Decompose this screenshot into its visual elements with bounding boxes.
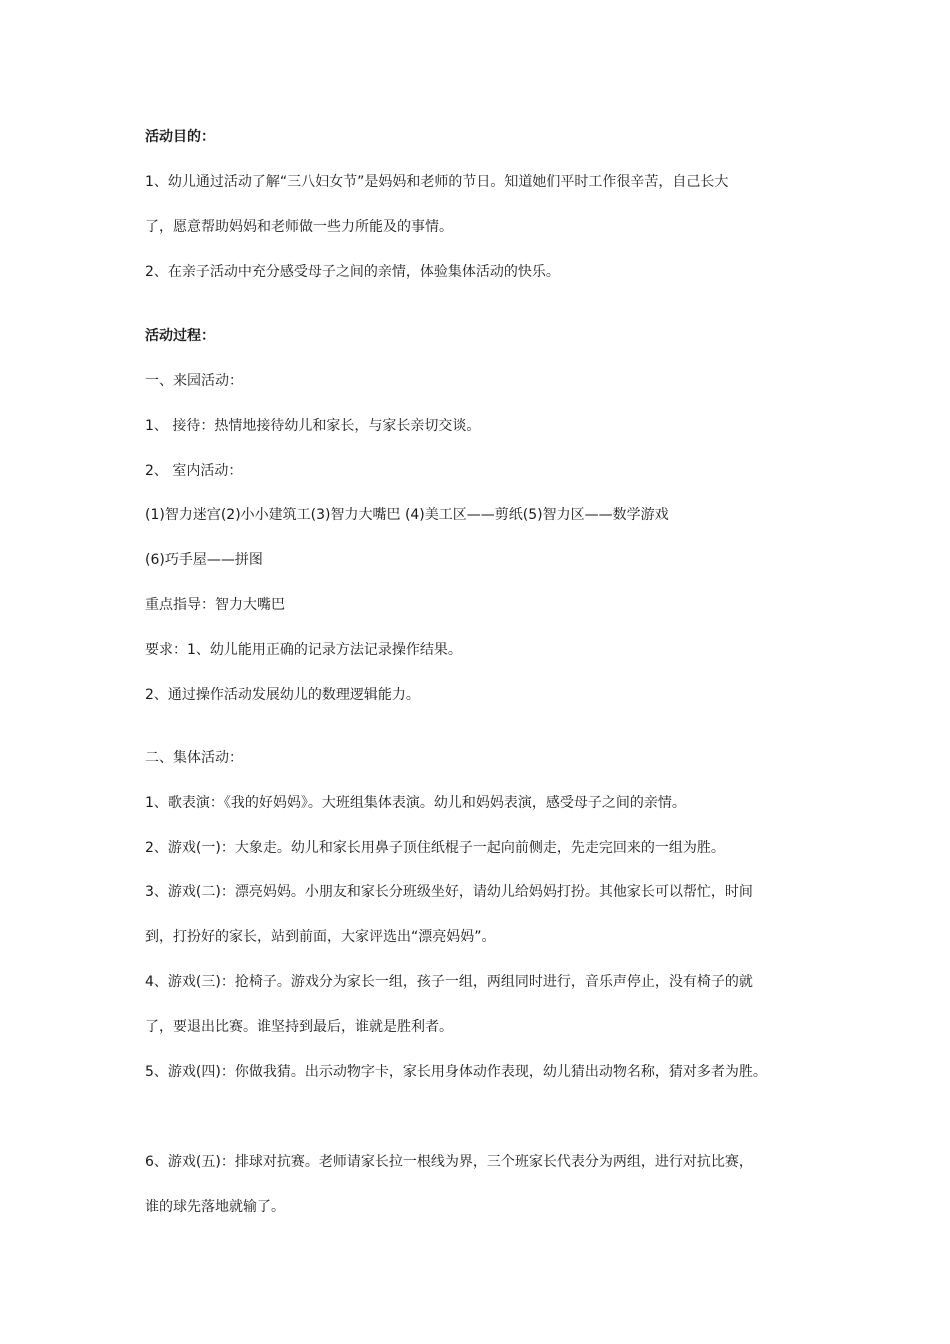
requirement-2: 2、通过操作活动发展幼儿的数理逻辑能力。 — [145, 687, 420, 703]
focus-guidance: 重点指导：智力大嘴巴 — [145, 597, 285, 613]
heading-activity-process: 活动过程： — [145, 328, 215, 344]
group-activity-3-line-2: 到，打扮好的家长，站到前面，大家评选出“漂亮妈妈”。 — [145, 929, 496, 945]
part-2-title: 二、集体活动： — [145, 750, 243, 766]
purpose-item-1-line-2: 了，愿意帮助妈妈和老师做一些力所能及的事情。 — [145, 219, 453, 235]
group-activity-4-line-1: 4、游戏(三)：抢椅子。游戏分为家长一组，孩子一组，两组同时进行，音乐声停止，没有椅子的就 — [145, 974, 753, 990]
group-activity-5: 5、游戏(四)：你做我猜。出示动物字卡，家长用身体动作表现，幼儿猜出动物名称，猜对多者为胜。 — [145, 1064, 767, 1080]
group-activity-6-line-1: 6、游戏(五)：排球对抗赛。老师请家长拉一根线为界，三个班家长代表分为两组，进行对抗比赛， — [145, 1154, 753, 1170]
part-1-title: 一、来园活动： — [145, 373, 243, 389]
indoor-areas-line-2: (6)巧手屋——拼图 — [145, 552, 263, 568]
purpose-item-1-line-1: 1、幼儿通过活动了解“三八妇女节”是妈妈和老师的节日。知道她们平时工作很辛苦，自己长大 — [145, 174, 729, 190]
group-activity-3-line-1: 3、游戏(二)：漂亮妈妈。小朋友和家长分班级坐好，请幼儿给妈妈打扮。其他家长可以帮忙，时间 — [145, 884, 753, 900]
group-activity-6-line-2: 谁的球先落地就输了。 — [145, 1199, 285, 1215]
purpose-item-2: 2、在亲子活动中充分感受母子之间的亲情，体验集体活动的快乐。 — [145, 264, 560, 280]
process-item-reception: 1、 接待：热情地接待幼儿和家长，与家长亲切交谈。 — [145, 418, 481, 434]
process-item-indoor: 2、 室内活动： — [145, 463, 243, 479]
group-activity-4-line-2: 了，要退出比赛。谁坚持到最后，谁就是胜利者。 — [145, 1019, 453, 1035]
heading-activity-purpose: 活动目的： — [145, 129, 215, 145]
group-activity-1: 1、歌表演：《我的好妈妈》。大班组集体表演。幼儿和妈妈表演，感受母子之间的亲情。 — [145, 795, 686, 811]
group-activity-2: 2、游戏(一)：大象走。幼儿和家长用鼻子顶住纸棍子一起向前侧走，先走完回来的一组为胜。 — [145, 840, 725, 856]
indoor-areas-line-1: (1)智力迷宫(2)小小建筑工(3)智力大嘴巴 (4)美工区——剪纸(5)智力区——数学游戏 — [145, 507, 669, 523]
requirement-1: 要求：1、幼儿能用正确的记录方法记录操作结果。 — [145, 642, 462, 658]
